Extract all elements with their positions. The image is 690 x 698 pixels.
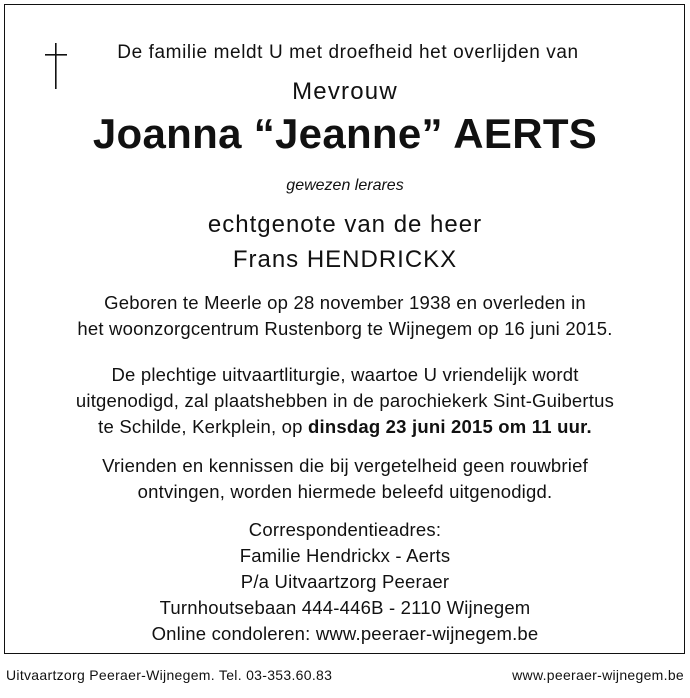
birth-death-line-2: het woonzorgcentrum Rustenborg te Wijnegem op 16 juni 2015.: [77, 318, 613, 339]
correspondence-family: Familie Hendrickx - Aerts: [239, 545, 451, 566]
funeral-line-1: De plechtige uitvaartliturgie, waartoe U vriendelijk wordt: [111, 364, 579, 385]
footer-website: www.peeraer-wijnegem.be: [512, 667, 684, 683]
birth-death-line-1: Geboren te Meerle op 28 november 1938 en overleden in: [104, 292, 586, 313]
spouse-relation: echtgenote van de heer: [207, 211, 483, 238]
footer-company-phone: Uitvaartzorg Peeraer-Wijnegem. Tel. 03-353.60.83: [6, 667, 333, 683]
intro-text: De familie meldt U met droefheid het overlijden van: [117, 42, 579, 63]
deceased-name: Joanna “Jeanne” AERTS: [92, 110, 598, 157]
funeral-date-time: dinsdag 23 juni 2015 om 11 uur.: [308, 416, 592, 437]
funeral-line-2: uitgenodigd, zal plaatshebben in de parochiekerk Sint-Guibertus: [75, 390, 615, 411]
correspondence-heading: Correspondentieadres:: [248, 519, 442, 540]
deceased-title: Mevrouw: [292, 78, 398, 105]
spouse-name: Frans HENDRICKX: [232, 246, 458, 273]
funeral-line-3: [0, 416, 690, 438]
deceased-occupation: gewezen lerares: [286, 177, 404, 194]
funeral-location: te Schilde, Kerkplein, op: [98, 416, 309, 437]
correspondence-care-of: P/a Uitvaartzorg Peeraer: [240, 571, 450, 592]
friends-line-1: Vrienden en kennissen die bij vergetelheid geen rouwbrief: [102, 455, 588, 476]
friends-line-2: ontvingen, worden hiermede beleefd uitgenodigd.: [137, 481, 553, 502]
correspondence-address: Turnhoutsebaan 444-446B - 2110 Wijnegem: [159, 597, 531, 618]
online-condolence: Online condoleren: www.peeraer-wijnegem.be: [151, 623, 539, 644]
